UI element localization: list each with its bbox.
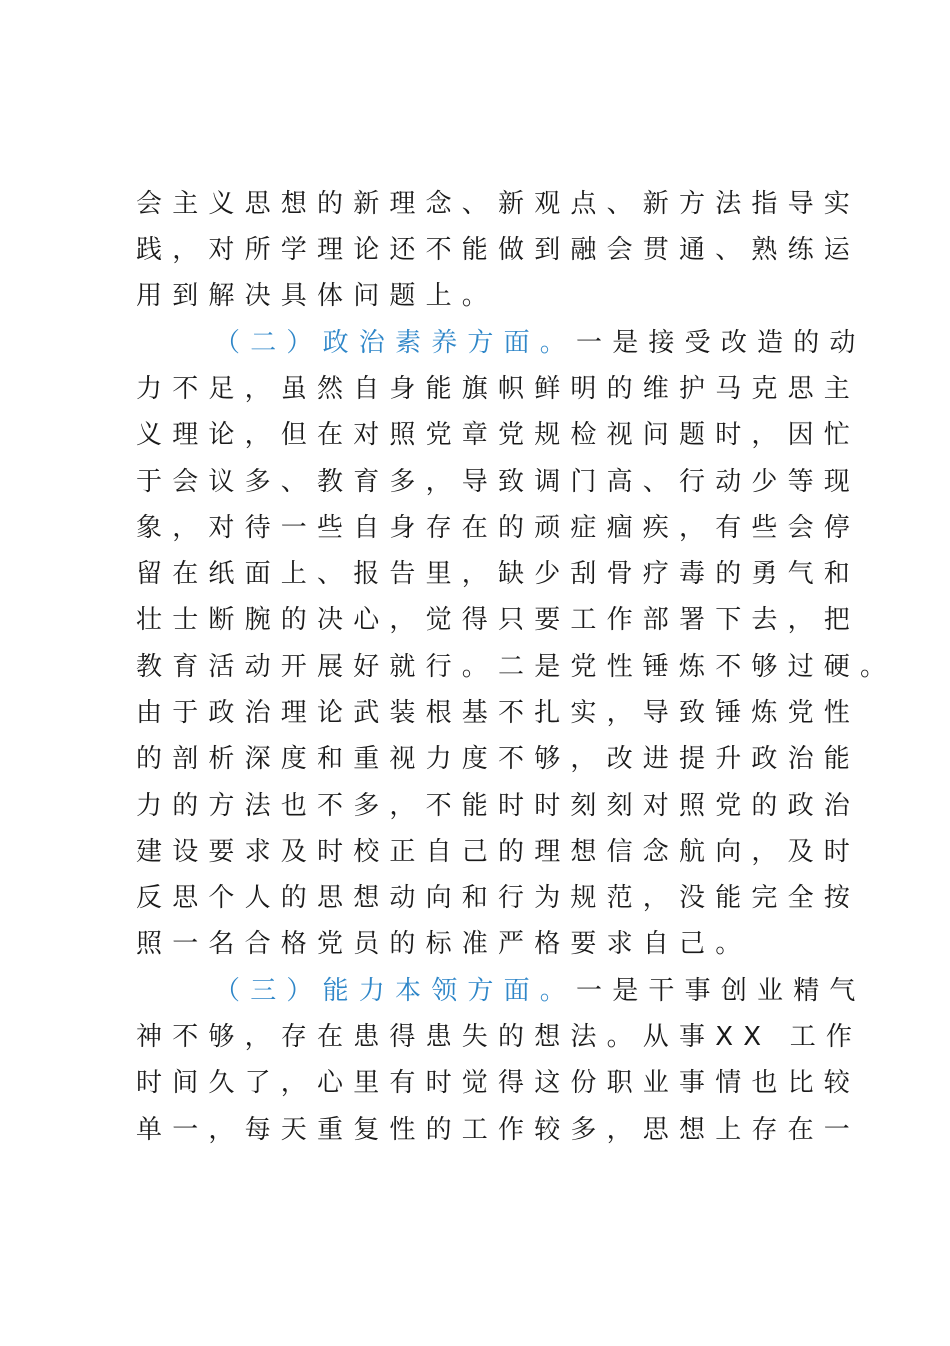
section-two-first-line	[214, 323, 914, 363]
section-three-heading: （三）能力本领方面。	[214, 976, 577, 1006]
text-line: 的剖析深度和重视力度不够，改进提升政治能	[136, 744, 861, 774]
text-line: 力的方法也不多，不能时时刻刻对照党的政治	[136, 791, 861, 821]
section-two-heading: （二）政治素养方面。	[214, 328, 577, 358]
text-line: 留在纸面上、报告里，缺少刮骨疗毒的勇气和	[136, 559, 861, 589]
text-line: 践，对所学理论还不能做到融会贯通、熟练运	[136, 235, 861, 265]
text-line: 用到解决具体问题上。	[136, 281, 499, 311]
text-line: 教育活动开展好就行。二是党性锤炼不够过硬。	[136, 652, 897, 682]
section-two-text: 一是接受改造的动	[576, 328, 866, 358]
text-line: 义理论，但在对照党章党规检视问题时，因忙	[136, 420, 861, 450]
text-line: 照一名合格党员的标准严格要求自己。	[136, 929, 752, 959]
text-line: 反思个人的思想动向和行为规范，没能完全按	[136, 883, 861, 913]
text-line: 由于政治理论武装根基不扎实，导致锤炼党性	[136, 698, 861, 728]
text-line: 于会议多、教育多，导致调门高、行动少等现	[136, 467, 861, 497]
section-three-text: 一是干事创业精气	[576, 976, 866, 1006]
text-line: 象，对待一些自身存在的顽症痼疾，有些会停	[136, 513, 861, 543]
text-line: 建设要求及时校正自己的理想信念航向，及时	[136, 837, 861, 867]
section-three-first-line	[214, 971, 914, 1011]
text-line: 会主义思想的新理念、新观点、新方法指导实	[136, 189, 861, 219]
text-line: 神不够，存在患得患失的想法。从事XX 工作	[136, 1022, 863, 1052]
text-line: 力不足，虽然自身能旗帜鲜明的维护马克思主	[136, 374, 861, 404]
text-line: 单一，每天重复性的工作较多，思想上存在一	[136, 1115, 861, 1145]
text-line: 壮士断腕的决心，觉得只要工作部署下去，把	[136, 605, 861, 635]
text-line: 时间久了，心里有时觉得这份职业事情也比较	[136, 1068, 861, 1098]
